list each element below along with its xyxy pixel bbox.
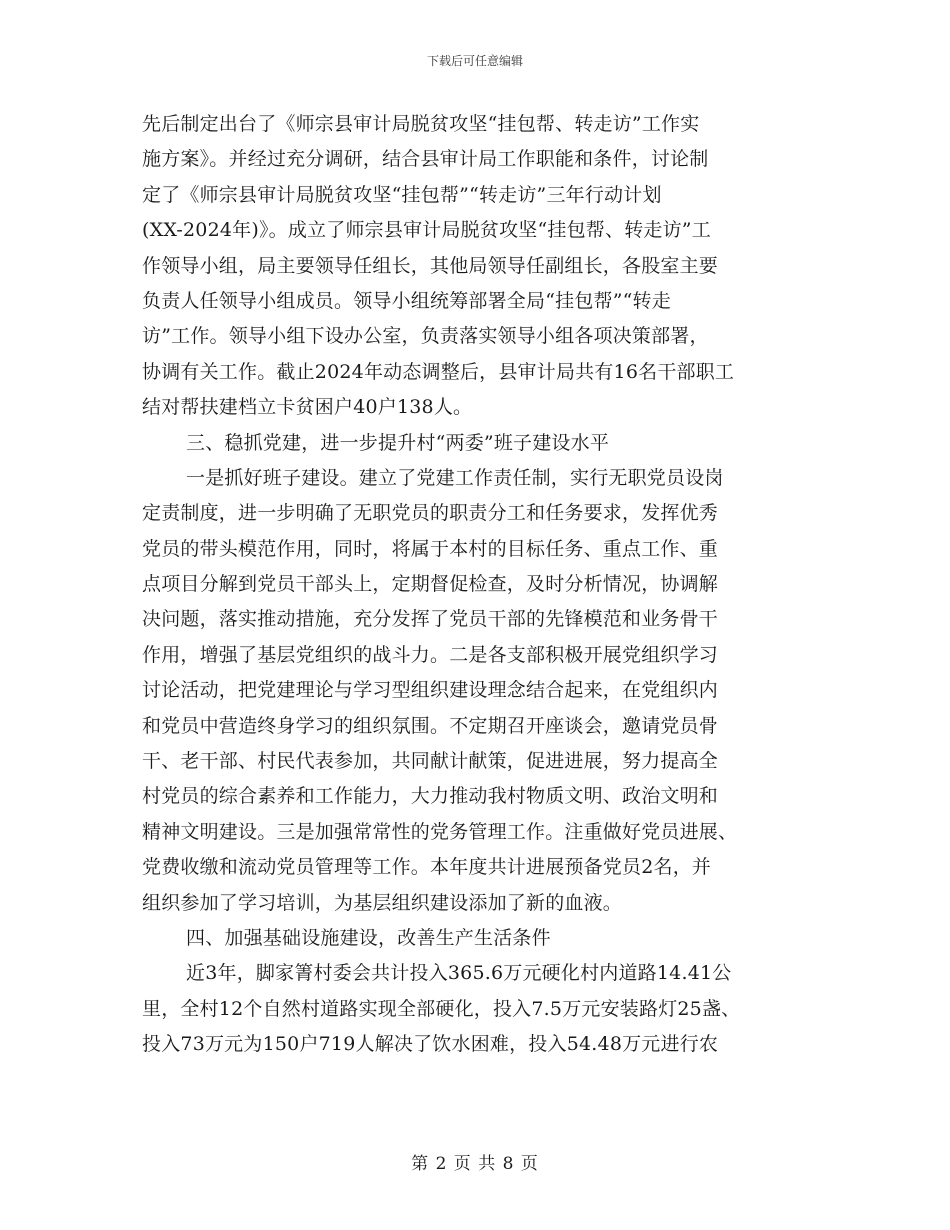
text-line: 党员的带头模范作用，同时，将属于本村的目标任务、重点工作、重: [142, 537, 719, 560]
text-line: 里，全村12个自然村道路实现全部硬化，投入7.5万元安装路灯25盏、: [142, 997, 741, 1020]
text-line: 结对帮扶建档立卡贫困户40户138人。: [142, 396, 473, 419]
text-line: 组织参加了学习培训，为基层组织建设添加了新的血液。: [142, 891, 623, 914]
document-body: [142, 107, 802, 1063]
text-line: 定了《师宗县审计局脱贫攻坚“挂包帮”“转走访”三年行动计划: [142, 183, 662, 206]
text-line: 点项目分解到党员干部头上，定期督促检查，及时分析情况，协调解: [142, 573, 719, 596]
text-line: 干、老干部、村民代表参加，共同献计献策，促进进展，努力提高全: [142, 750, 719, 773]
text-line: 先后制定出台了《师宗县审计局脱贫攻坚“挂包帮、转走访”工作实: [142, 113, 700, 135]
text-line: 和党员中营造终身学习的组织氛围。不定期召开座谈会，邀请党员骨: [142, 714, 719, 737]
text-line: 作用，增强了基层党组织的战斗力。二是各支部积极开展党组织学习: [142, 643, 719, 666]
paragraph-start: 近3年，脚家箐村委会共计投入365.6万元硬化村内道路14.41公: [186, 962, 732, 985]
text-line: 作领导小组，局主要领导任组长，其他局领导任副组长，各股室主要: [142, 254, 719, 277]
text-line: 定责制度，进一步明确了无职党员的职责分工和任务要求，发挥优秀: [142, 502, 719, 525]
paragraph-start: 一是抓好班子建设。建立了党建工作责任制，实行无职党员设岗: [186, 466, 724, 489]
text-line: 党费收缴和流动党员管理等工作。本年度共计进展预备党员2名，并: [142, 856, 712, 879]
text-line: 讨论活动，把党建理论与学习型组织建设理念结合起来，在党组织内: [142, 679, 719, 702]
section-heading-3: 三、稳抓党建，进一步提升村“两委”班子建设水平: [186, 431, 610, 454]
text-line: 协调有关工作。截止2024年动态调整后，县审计局共有16名干部职工: [142, 360, 735, 383]
text-line: 村党员的综合素养和工作能力，大力推动我村物质文明、政治文明和: [142, 785, 719, 808]
page-header: 下载后可任意编辑: [426, 54, 523, 68]
text-line: 投入73万元为150户719人解决了饮水困难，投入54.48万元进行农: [142, 1033, 719, 1056]
text-line: 负责人任领导小组成员。领导小组统筹部署全局“挂包帮”“转走: [142, 289, 671, 312]
text-line: (XX-2024年)》。成立了师宗县审计局脱贫攻坚“挂包帮、转走访”工: [142, 219, 711, 242]
text-line: 精神文明建设。三是加强常常性的党务管理工作。注重做好党员进展、: [142, 820, 738, 843]
section-heading-4: 四、加强基础设施建设，改善生产生活条件: [186, 926, 551, 949]
text-line: 决问题，落实推动措施，充分发挥了党员干部的先锋模范和业务骨干: [142, 608, 719, 631]
text-line: 访”工作。领导小组下设办公室，负责落实领导小组各项决策部署，: [142, 325, 709, 348]
page-footer: 第 2 页 共 8 页: [411, 1154, 539, 1174]
text-line: 施方案》。并经过充分调研，结合县审计局工作职能和条件，讨论制: [142, 148, 709, 171]
